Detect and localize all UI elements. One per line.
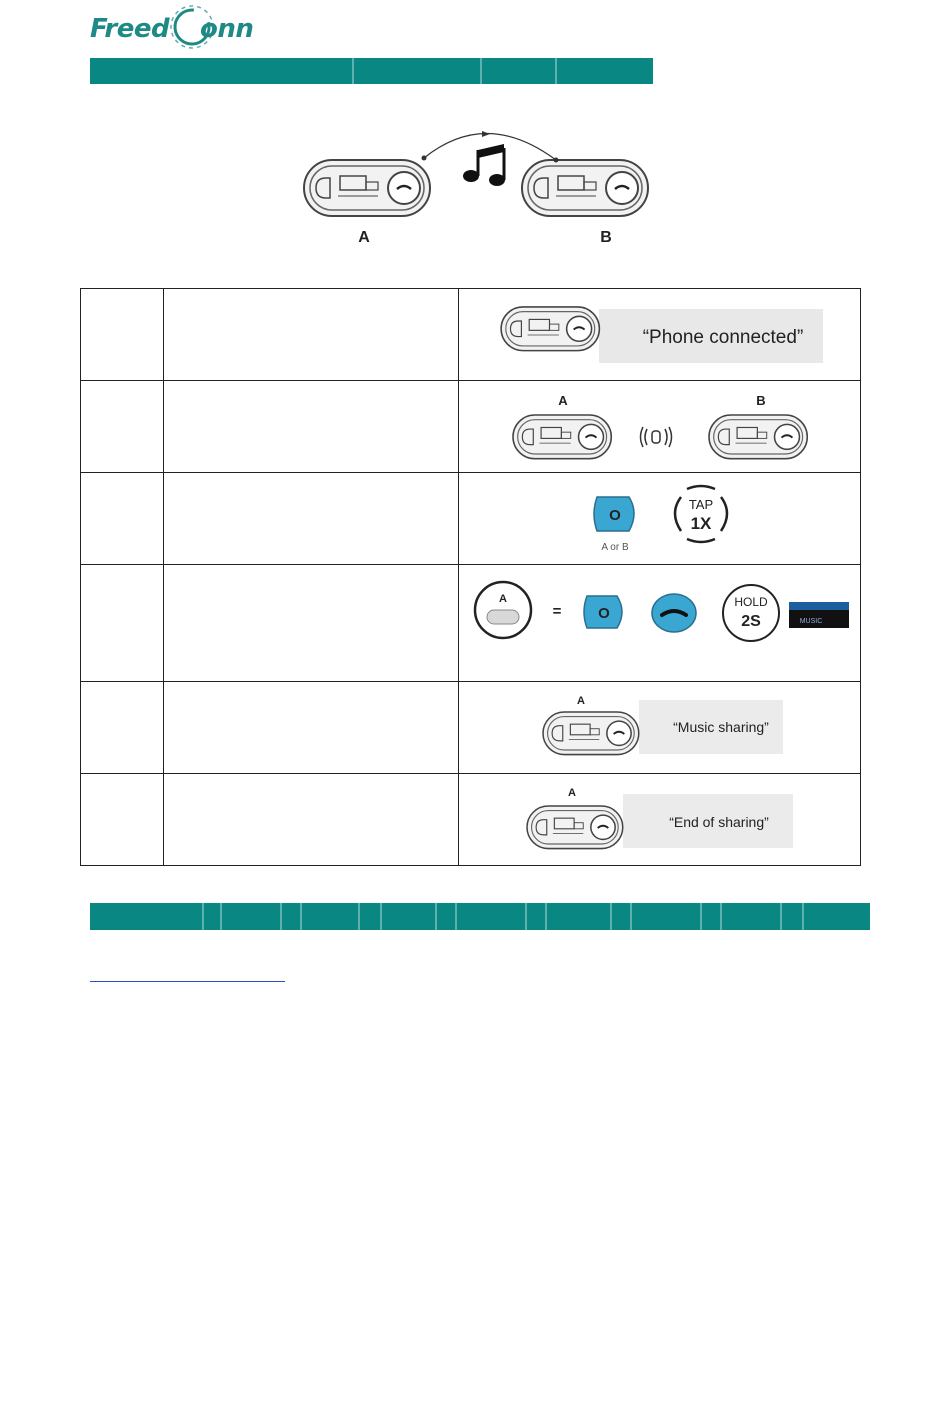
hyperlink-underline[interactable] <box>90 981 285 982</box>
section-header-bar-2 <box>90 903 870 930</box>
step-description-cell <box>164 381 459 473</box>
equals-sign: = <box>552 602 562 620</box>
step-description-cell <box>164 565 459 682</box>
button-caption: A or B <box>601 542 629 553</box>
hero-label-a: A <box>358 229 370 246</box>
step-description-cell <box>164 473 459 565</box>
hold-duration: 2S <box>741 612 761 630</box>
unit-label-a: A <box>568 787 576 799</box>
step-description-cell <box>164 289 459 381</box>
o-button-label: O <box>598 604 610 622</box>
o-button-label: O <box>609 507 621 524</box>
phone-connected-graphic <box>459 289 859 375</box>
voice-prompt-text: “End of sharing” <box>669 814 769 830</box>
table-row <box>81 381 861 473</box>
table-row <box>81 473 861 565</box>
step-image-cell <box>459 565 861 682</box>
step-description-cell <box>164 682 459 774</box>
section-header-bar <box>90 58 653 84</box>
logo-text-onn: onn <box>200 14 254 44</box>
table-row <box>81 682 861 774</box>
music-sharing-graphic <box>459 682 859 768</box>
step-image-cell <box>459 381 861 473</box>
step-image-cell <box>459 473 861 565</box>
step-image-cell <box>459 774 861 866</box>
music-note-icon <box>463 144 505 186</box>
table-row <box>81 565 861 682</box>
logo-text-freed: Freed <box>90 14 170 44</box>
intercom-signal-icon <box>641 427 672 447</box>
unit-label-a: A <box>577 695 585 707</box>
step-description-cell <box>164 774 459 866</box>
unit-label-b: B <box>756 393 766 408</box>
table-row <box>81 774 861 866</box>
tap-button-graphic <box>459 473 859 559</box>
voice-prompt-text: “Music sharing” <box>673 719 769 735</box>
table-row <box>81 289 861 381</box>
voice-prompt-text: “Phone connected” <box>642 327 804 348</box>
unit-label-a: A <box>558 393 568 408</box>
screen-text: MUSIC <box>799 617 823 625</box>
intercom-graphic <box>459 381 859 467</box>
music-sharing-illustration <box>296 118 656 252</box>
step-number-cell <box>81 682 164 774</box>
hold-buttons-graphic <box>459 566 859 681</box>
hold-text: HOLD <box>734 594 768 609</box>
freedconn-logo <box>88 4 258 50</box>
end-of-sharing-graphic <box>459 774 859 860</box>
step-number-cell <box>81 381 164 473</box>
step-number-cell <box>81 289 164 381</box>
hero-label-b: B <box>600 229 612 246</box>
unit-a-circle-label: A <box>499 592 507 605</box>
steps-table <box>80 288 861 866</box>
tap-count: 1X <box>690 514 712 533</box>
tap-text: TAP <box>688 497 714 512</box>
step-number-cell <box>81 473 164 565</box>
step-number-cell <box>81 565 164 682</box>
step-image-cell <box>459 289 861 381</box>
step-image-cell <box>459 682 861 774</box>
step-number-cell <box>81 774 164 866</box>
